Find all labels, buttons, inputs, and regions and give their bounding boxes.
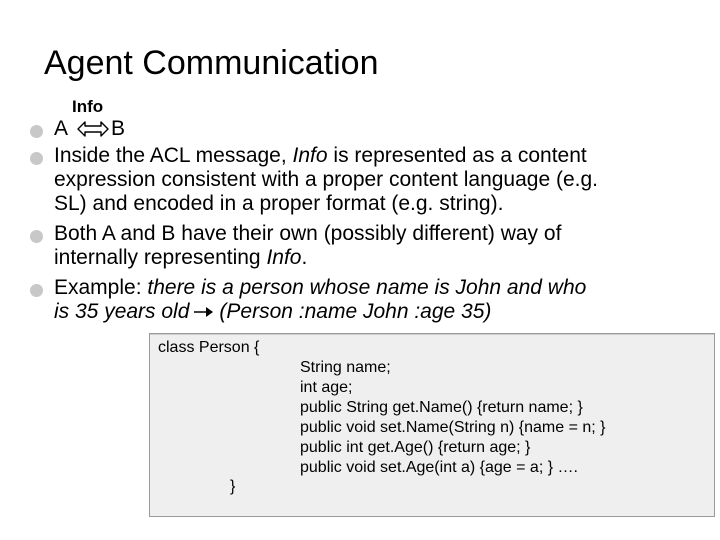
right-arrow-icon xyxy=(192,304,216,320)
bullet-line xyxy=(54,276,714,300)
bullet-marker xyxy=(30,152,43,165)
bullet-line: SL) and encoded in a proper format (e.g. string). xyxy=(54,192,504,215)
code-line: public void set.Name(String n) {name = n; } xyxy=(300,419,606,436)
bullet-line xyxy=(54,246,714,270)
bullet-line xyxy=(54,300,714,324)
code-closing-brace: } xyxy=(230,478,236,495)
bullet-example xyxy=(30,276,710,326)
bullet-line: Both A and B have their own (possibly different) way of xyxy=(54,222,562,245)
code-line: int age; xyxy=(300,379,353,396)
code-line: public String get.Name() {return name; } xyxy=(300,399,583,416)
bullet-marker xyxy=(30,284,43,297)
text-run: Example: xyxy=(54,276,148,299)
italic-text-run: is 35 years old xyxy=(54,300,190,323)
bullet-agent-communication xyxy=(30,97,710,143)
code-line: public int get.Age() {return age; } xyxy=(300,439,531,456)
bullet-line xyxy=(54,144,714,168)
text-run: is represented as a content xyxy=(327,144,587,167)
sender-agent: A xyxy=(54,117,69,140)
text-run: internally representing xyxy=(54,246,267,269)
italic-text-run: there is a person whose name is John and who xyxy=(147,276,587,299)
bullet-marker xyxy=(30,125,43,138)
italic-text-run: (Person :name John :age 35) xyxy=(219,300,492,323)
bullet-line: expression consistent with a proper content language (e.g. xyxy=(54,168,599,191)
code-line: String name; xyxy=(300,359,391,376)
slide-title: Agent Communication xyxy=(44,44,379,82)
message-label: Info xyxy=(72,97,104,116)
receiver-agent: B xyxy=(111,117,126,140)
bullet-acl-message xyxy=(30,144,710,218)
agent-communication-diagram xyxy=(54,97,174,141)
code-class-header: class Person { xyxy=(158,339,260,356)
italic-text-run: Info xyxy=(292,144,328,167)
text-run: Inside the ACL message, xyxy=(54,144,293,167)
bullet-own-representation xyxy=(30,222,710,272)
bullet-text xyxy=(54,222,714,270)
code-box xyxy=(149,333,715,517)
text-run: . xyxy=(301,246,308,269)
double-headed-arrow-icon xyxy=(77,121,109,137)
bullet-marker xyxy=(30,230,43,243)
code-line: public void set.Age(int a) {age = a; } …. xyxy=(300,459,578,476)
code-members xyxy=(300,358,606,478)
bullet-text xyxy=(54,144,714,216)
italic-text-run: Info xyxy=(266,246,302,269)
bullet-text xyxy=(54,276,714,324)
